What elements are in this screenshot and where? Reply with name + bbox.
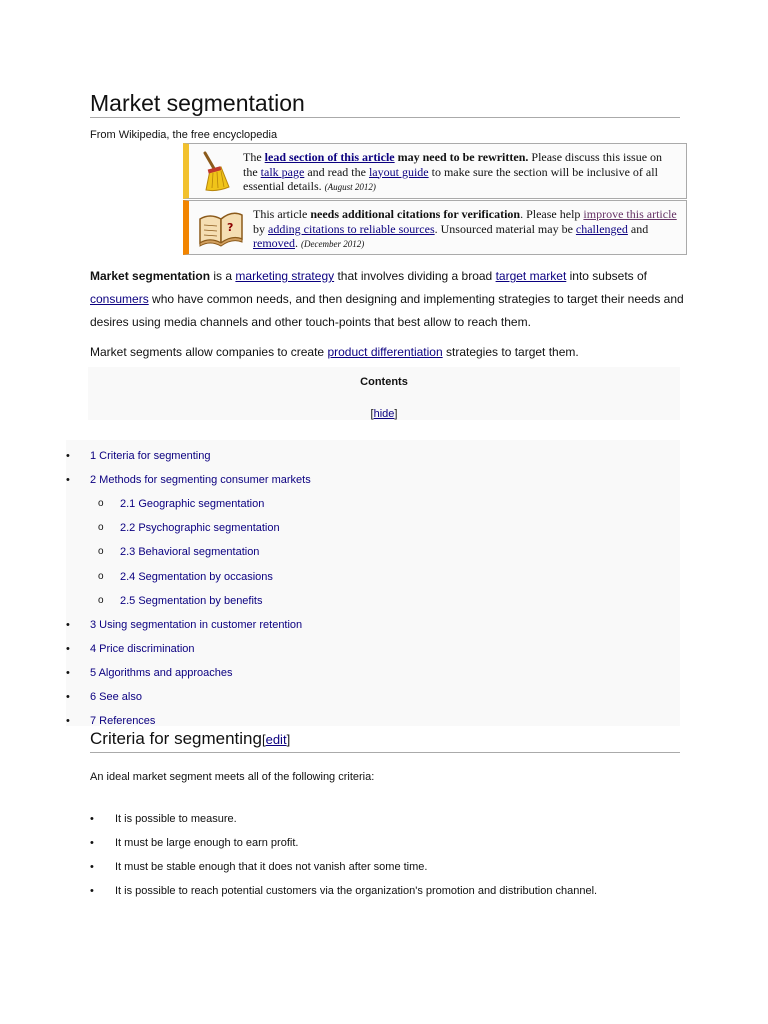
improve-article-link[interactable]: improve this article: [583, 207, 677, 221]
list-item-text: It must be large enough to earn profit.: [115, 837, 299, 849]
list-item-text: It must be stable enough that it does not vanish after some time.: [115, 861, 428, 873]
bullet-icon: •: [66, 474, 70, 487]
sub-bullet-icon: o: [98, 570, 104, 582]
lead-rewrite-notice: [183, 143, 687, 199]
removed-link[interactable]: removed: [253, 236, 295, 250]
bullet-icon: •: [66, 715, 70, 728]
consumers-link[interactable]: consumers: [90, 292, 149, 306]
bullet-icon: •: [66, 666, 70, 679]
lead-section-link[interactable]: lead section of this article: [264, 150, 395, 164]
sub-bullet-icon: o: [98, 522, 104, 534]
bullet-icon: •: [66, 642, 70, 655]
toc-link[interactable]: 4 Price discrimination: [90, 642, 195, 655]
table-of-contents: [88, 367, 680, 420]
toc-hide-link[interactable]: hide: [373, 408, 395, 420]
adding-citations-link[interactable]: adding citations to reliable sources: [268, 221, 435, 236]
toc-list: [66, 440, 680, 726]
page-title: Market segmentation: [90, 90, 305, 116]
toc-link[interactable]: 2.5 Segmentation by benefits: [120, 594, 263, 607]
section-edit: [edit]: [261, 732, 291, 747]
marketing-strategy-link[interactable]: marketing strategy: [235, 269, 335, 283]
toc-link[interactable]: 6 See also: [90, 691, 142, 703]
toc-link[interactable]: 2.1 Geographic segmentation: [120, 498, 265, 511]
toc-link[interactable]: 2.2 Psychographic segmentation: [120, 522, 280, 535]
open-book-icon: [197, 207, 245, 251]
intro-paragraph: Market segmentation is a marketing strategy that involves dividing a broad target market into subsets of consumers who have common needs, and then designing and implementing strategies to target their needs and desires using media channels and other touch-points that best allow to reach them.: [90, 269, 684, 329]
toc-link[interactable]: 2.3 Behavioral segmentation: [120, 546, 260, 559]
notice-date: (August 2012): [324, 182, 376, 192]
bullet-icon: •: [66, 618, 70, 631]
lead-rewrite-text: The lead section of this article may need to be rewritten. Please discuss this issue on the talk page and read the layout guide to make sure the section will be inclusive of all essential details. (August 2012): [243, 150, 663, 193]
layout-guide-link[interactable]: layout guide: [368, 164, 429, 179]
target-market-link[interactable]: target market: [495, 269, 567, 283]
notice-date: (December 2012): [300, 239, 365, 249]
toc-title: Contents: [360, 376, 408, 388]
bullet-icon: •: [66, 450, 70, 462]
product-differentiation-link[interactable]: product differentiation: [327, 345, 443, 359]
toc-link[interactable]: 1 Criteria for segmenting: [90, 450, 211, 462]
sub-bullet-icon: o: [98, 498, 104, 510]
toc-link[interactable]: 2 Methods for segmenting consumer markets: [90, 474, 311, 487]
section-divider: [90, 752, 680, 753]
sub-bullet-icon: o: [98, 594, 104, 606]
sub-bullet-icon: o: [98, 546, 104, 558]
bullet-icon: •: [90, 813, 94, 825]
section-heading-criteria: Criteria for segmenting[edit]: [90, 729, 291, 748]
broom-icon: [197, 150, 231, 196]
bullet-icon: •: [90, 861, 94, 873]
citations-text: This article needs additional citations for verification. Please help improve this article by adding citations to reliable sources. Unsourced material may be challenged and removed. (December 2012): [253, 207, 677, 250]
edit-section-link[interactable]: edit: [265, 732, 287, 747]
toc-toggle: [hide]: [370, 408, 398, 420]
toc-link[interactable]: 5 Algorithms and approaches: [90, 666, 233, 679]
bullet-icon: •: [90, 837, 94, 849]
bullet-icon: •: [90, 885, 94, 897]
svg-text:?: ?: [227, 221, 234, 234]
list-item-text: It is possible to measure.: [115, 813, 237, 825]
title-divider: [90, 117, 680, 118]
criteria-intro: An ideal market segment meets all of the following criteria:: [90, 771, 375, 783]
toc-link[interactable]: 7 References: [90, 715, 156, 728]
segments-paragraph: Market segments allow companies to create product differentiation strategies to target them.: [90, 345, 579, 359]
list-item-text: It is possible to reach potential customers via the organization's promotion and distribution channel.: [115, 885, 598, 897]
page-tagline: From Wikipedia, the free encyclopedia: [90, 129, 278, 141]
bullet-icon: •: [66, 691, 70, 703]
talk-page-link[interactable]: talk page: [260, 164, 305, 179]
toc-link[interactable]: 3 Using segmentation in customer retention: [90, 618, 303, 631]
toc-link[interactable]: 2.4 Segmentation by occasions: [120, 570, 273, 583]
citations-notice: [183, 200, 687, 255]
challenged-link[interactable]: challenged: [575, 221, 628, 236]
